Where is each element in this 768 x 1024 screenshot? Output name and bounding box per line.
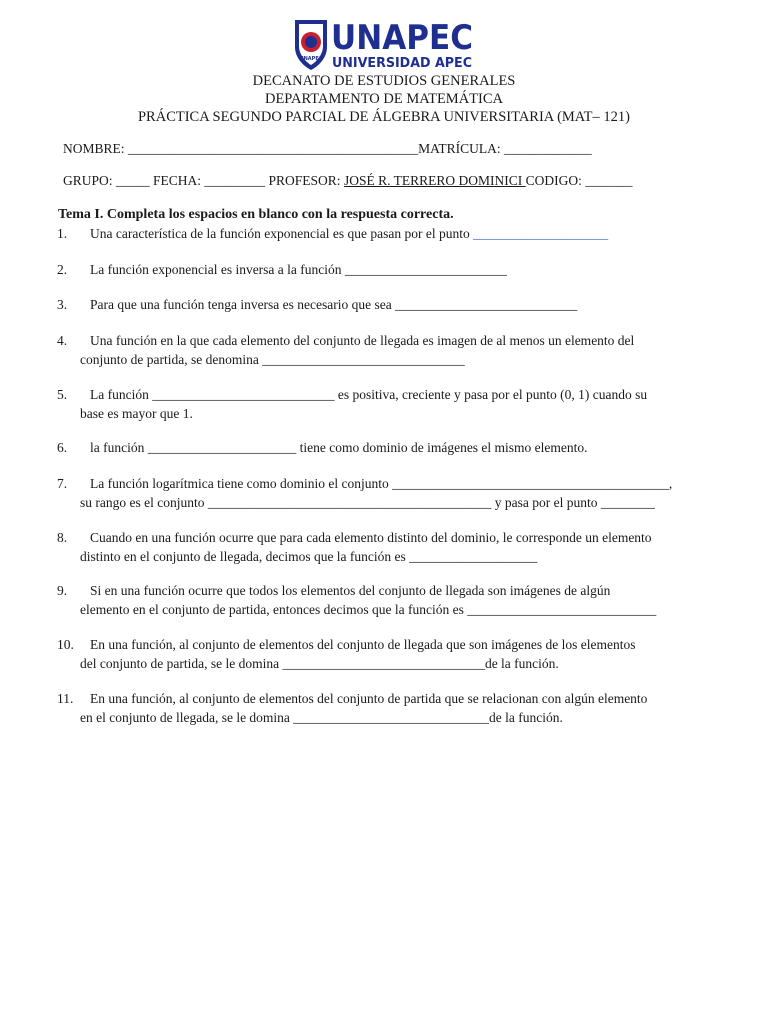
question-text: En una función, al conjunto de elementos del conjunto de partida que se relacionan con algún elemento: [90, 691, 648, 706]
question-text: Si en una función ocurre que todos los elementos del conjunto de llegada son imágenes de algún: [90, 583, 611, 598]
question-number: 9.: [57, 583, 68, 598]
question-text: la función ______________________ tiene como dominio de imágenes el mismo elemento.: [90, 440, 588, 455]
question-text-continued: en el conjunto de llegada, se le domina _____________________________de la función.: [80, 709, 563, 725]
unapec-logo: [293, 17, 475, 71]
question-text: Una función en la que cada elemento del conjunto de llegada es imagen de al menos un elemento del: [90, 333, 635, 348]
question-3: [57, 296, 727, 315]
question-9: [57, 582, 727, 619]
question-5: [57, 386, 727, 423]
profesor-label: PROFESOR:: [265, 173, 344, 188]
question-text: Una característica de la función exponencial es que pasan por el punto: [90, 226, 474, 241]
brand-subtitle: UNIVERSIDAD APEC: [332, 56, 472, 71]
question-text: Para que una función tenga inversa es necesario que sea ___________________________: [90, 297, 578, 312]
question-text: En una función, al conjunto de elementos del conjunto de llegada que son imágenes de los elementos: [90, 637, 636, 652]
section-heading: Tema I. Completa los espacios en blanco con la respuesta correcta.: [58, 207, 454, 222]
codigo-field: CODIGO: _______: [525, 173, 633, 188]
header-line-2: DEPARTAMENTO DE MATEMÁTICA: [264, 91, 504, 107]
question-number: 10.: [57, 637, 74, 652]
question-text-continued: base es mayor que 1.: [80, 405, 193, 421]
header-line-3: PRÁCTICA SEGUNDO PARCIAL DE ÁLGEBRA UNIVERSITARIA (MAT– 121): [137, 109, 630, 125]
question-text: La función ___________________________ es positiva, creciente y pasa por el punto (0, 1) cuando su: [90, 387, 648, 402]
question-7: [57, 475, 727, 512]
question-number: 2.: [57, 262, 68, 277]
grupo-fecha-fields: GRUPO: _____ FECHA: _________: [63, 173, 266, 188]
nombre-matricula-row: NOMBRE: ___________________________________________MATRÍCULA: _____________: [63, 141, 592, 156]
answer-blank[interactable]: ____________________: [473, 226, 609, 241]
question-number: 5.: [57, 387, 68, 402]
question-number: 11.: [57, 691, 74, 706]
question-number: 8.: [57, 530, 68, 545]
question-text: La función logarítmica tiene como dominio el conjunto _________________________________________,: [90, 476, 673, 491]
question-10: [57, 636, 727, 673]
profesor-name: JOSÉ R. TERRERO DOMINICI: [343, 173, 526, 188]
question-text-continued: su rango es el conjunto __________________________________________ y pasa por el punto ________: [80, 494, 655, 510]
question-text: Cuando en una función ocurre que para cada elemento distinto del dominio, le corresponde un elemento: [90, 530, 652, 545]
question-number: 1.: [57, 226, 68, 241]
question-text-continued: distinto en el conjunto de llegada, decimos que la función es ___________________: [80, 548, 538, 564]
brand-name: UNAPEC: [331, 18, 473, 58]
question-8: [57, 529, 727, 566]
question-number: 7.: [57, 476, 68, 491]
question-text-continued: del conjunto de partida, se le domina ______________________________de la función.: [80, 655, 559, 671]
question-4: [57, 332, 727, 369]
header-line-1: DECANATO DE ESTUDIOS GENERALES: [252, 73, 516, 89]
grupo-fecha-profesor-row: [63, 173, 632, 189]
question-text-continued: conjunto de partida, se denomina ______________________________: [80, 351, 465, 367]
question-text-continued: elemento en el conjunto de partida, entonces decimos que la función es ____________________________: [80, 601, 657, 617]
question-1: [57, 225, 727, 244]
question-number: 4.: [57, 333, 68, 348]
question-11: [57, 690, 727, 727]
question-6: [57, 439, 727, 458]
question-number: 3.: [57, 297, 68, 312]
question-text: La función exponencial es inversa a la función ________________________: [90, 262, 507, 277]
question-number: 6.: [57, 440, 68, 455]
seal-text: UNAPEC: [299, 56, 323, 62]
question-2: [57, 261, 727, 280]
